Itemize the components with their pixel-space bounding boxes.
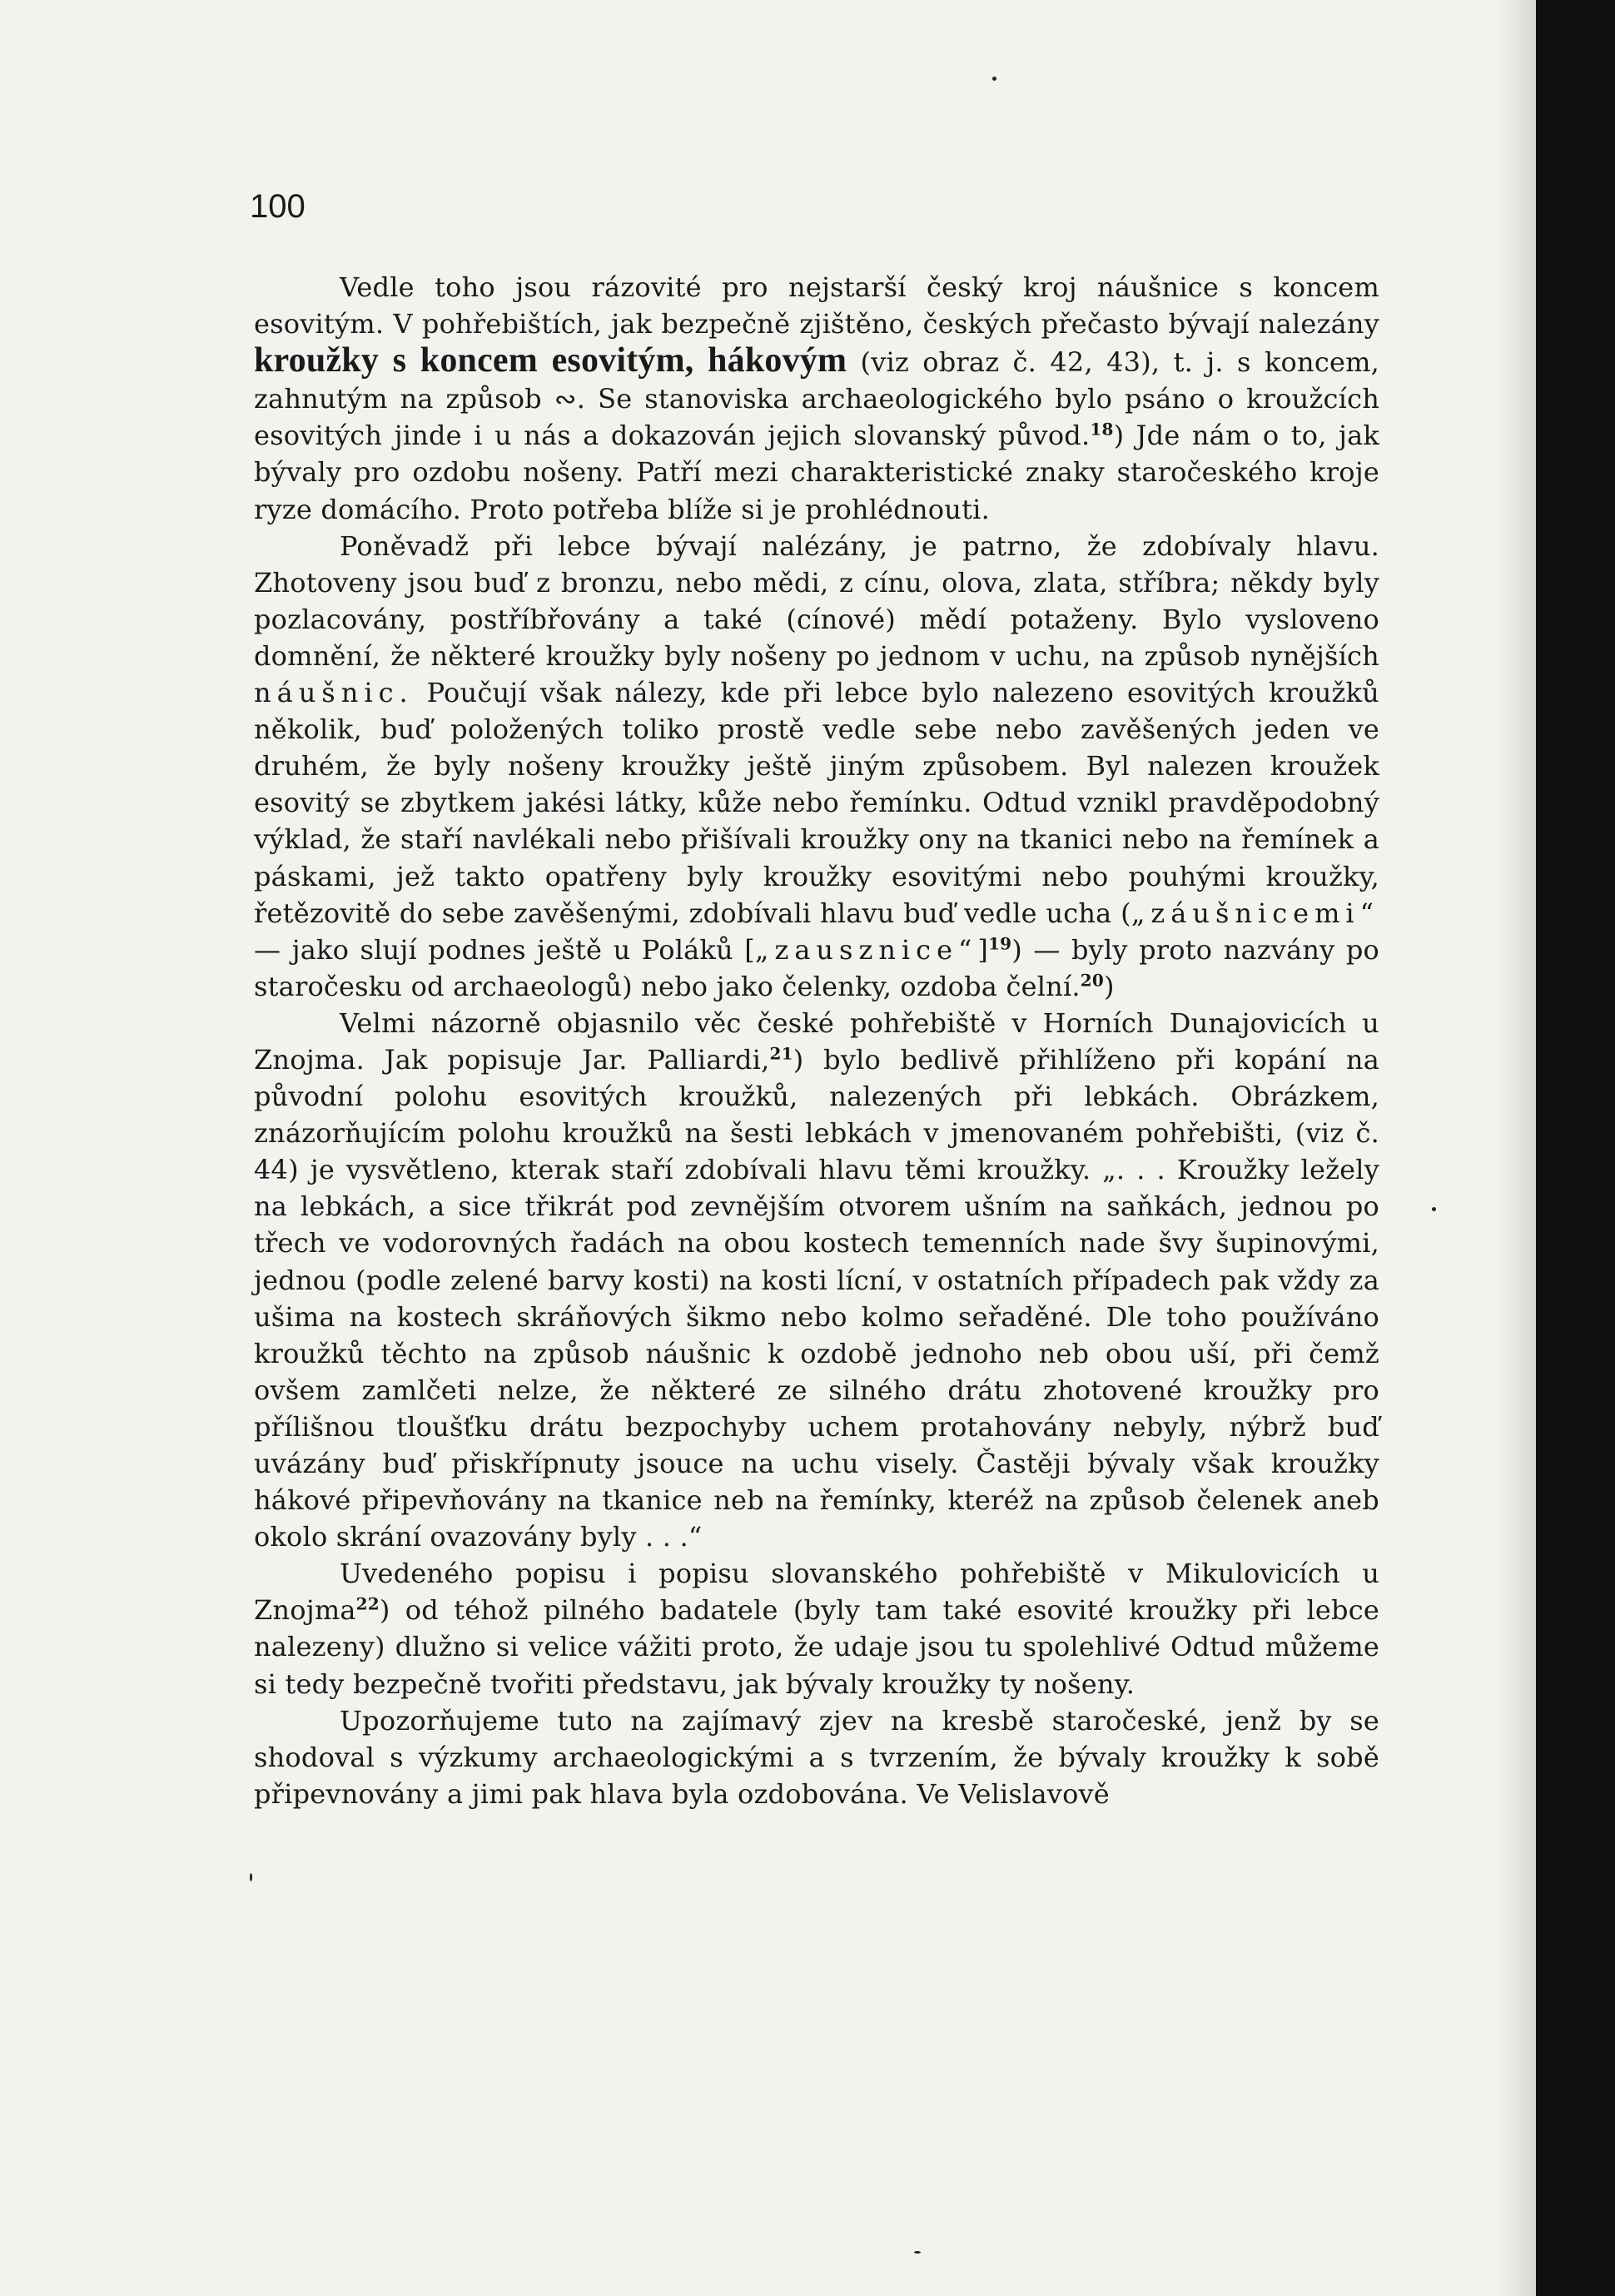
- dust-speck: [992, 77, 996, 81]
- paragraph-1: Vedle toho jsou rázovité pro nejstarší český kroj náušnice s koncem esovitým. V pohřebištích, jak bezpečně zjištěno, českých přečasto bývají nalezány kroužky s koncem esovitým, hákovým (viz obraz č. 42, 43), t. j. s koncem, zahnutým na způsob ∾. Se stanoviska archaeologického bylo psáno o kroužcích esovitých jinde i u nás a dokazován jejich slovanský původ.$^{18}$) Jde nám o to, jak bývaly pro ozdobu nošeny. Patří mezi charakteristické znaky staročeského kroje ryze domácího. Proto potřeba blíže si je prohlédnouti.: [254, 271, 1380, 525]
- dust-speck: [1432, 1207, 1436, 1211]
- dust-speck: [250, 1873, 252, 1881]
- paragraph-2: Poněvadž při lebce bývají nalézány, je patrno, že zdobívaly hlavu. Zhotoveny jsou buď z bronzu, nebo mědi, z cínu, olova, zlata, stříbra; někdy byly pozlacovány, postříbřovány a také (cínové) mědí potaženy. Bylo vysloveno domnění, že některé kroužky byly nošeny po jednom v uchu, na způsob nynějších náušnic. Poučují však nálezy, kde při lebce bylo nalezeno esovitých kroužků několik, buď položených toliko prostě vedle sebe nebo zavěšených jeden ve druhém, že byly nošeny kroužky ještě jiným způsobem. Byl nalezen kroužek esovitý se zbytkem jakési látky, kůže nebo řemínku. Odtud vznikl pravděpodobný výklad, že staří navlékali nebo přišívali kroužky ony na tkanici nebo na řemínek a páskami, jež takto opatřeny byly kroužky esovitými nebo pouhými kroužky, řetězovitě do sebe zavěšenými, zdobívali hlavu buď vedle ucha („záušnicemi“ — jako slují podnes ještě u Poláků [„zausznice“]$^{19}$) — byly proto nazvány po staročesku od archaeologů) nebo jako čelenky, ozdoba čelní.$^{20}$): [254, 529, 1379, 1002]
- emphasized-heading-text: kroužky s koncem esovitým, hákovým: [254, 341, 847, 380]
- footnote-ref: 20: [1080, 970, 1104, 991]
- dust-speck: [914, 2251, 921, 2254]
- scan-border: [1536, 0, 1615, 2296]
- paragraph-3: Velmi názorně objasnilo věc české pohřebiště v Horních Dunajovicích u Znojma. Jak popisuje Jar. Palliardi,$^{21}$) bylo bedlivě přihlíženo při kopání na původní polohu esovitých kroužků, nalezených při lebkách. Obrázkem, znázorňujícím polohu kroužků na šesti lebkách v jmenovaném pohřebišti, (viz č. 44) je vysvětleno, kterak staří zdobívali hlavu těmi kroužky. „. . . Kroužky ležely na lebkách, a sice třikrát pod zevnějším otvorem ušním na saňkách, jednou po třech ve vodorovných řadách na obou kostech temenních nade švy šupinovými, jednou (podle zelené barvy kosti) na kosti lícní, v ostatních případech pak vždy za ušima na kostech skráňových šikmo nebo kolmo seřaděné. Dle toho používáno kroužků těchto na způsob náušnic k ozdobě jednoho neb obou uší, při čemž ovšem zamlčeti nelze, že některé ze silného drátu zhotovené kroužky pro přílišnou tloušťku drátu bezpochyby uchem protahovány nebyly, nýbrž buď uvázány buď přiskřípnuty jsouce na uchu visely. Častěji bývaly však kroužky hákové připevňovány na tkanice neb na řemínky, kteréž na způsob čelenek aneb okolo skrání ovazovány byly . . .“: [254, 1006, 1379, 1553]
- footnote-ref: 21: [769, 1043, 793, 1064]
- footnote-ref: 18: [1090, 419, 1114, 440]
- paragraph-5: Upozorňujeme tuto na zajímavý zjev na kresbě staročeské, jenž by se shodoval s výzkumy archaeologickými a s tvrzením, že bývaly kroužky k sobě připevnovány a jimi pak hlava byla ozdobována. Ve Velislavově: [254, 1704, 1379, 1810]
- page-number: 100: [250, 188, 306, 225]
- footnote-ref: 22: [355, 1593, 380, 1614]
- paragraph-4: Uvedeného popisu i popisu slovanského pohřebiště v Mikulovicích u Znojma$^{22}$) od téhož pilného badatele (byly tam také esovité kroužky při lebce nalezeny) dlužno si velice vážiti proto, že udaje jsou tu spolehlivé Odtud můžeme si tedy bezpečně tvořiti představu, jak bývaly kroužky ty nošeny.: [254, 1558, 1379, 1700]
- page-fold-shadow: [1498, 0, 1536, 2296]
- hook-shape-icon: ∾: [554, 383, 577, 415]
- body-text: [254, 269, 1379, 1812]
- footnote-ref: 19: [988, 933, 1012, 954]
